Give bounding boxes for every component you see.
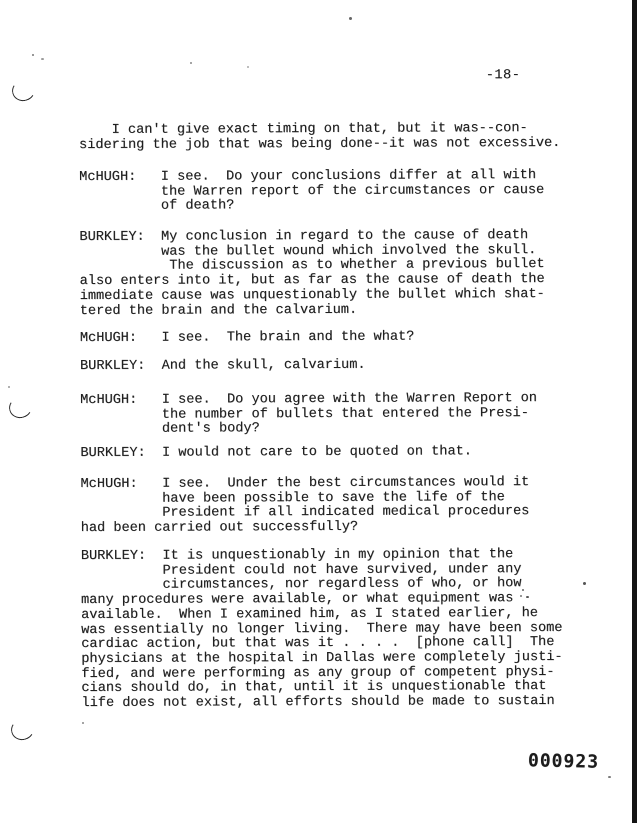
document-number-stamp: 000923 <box>527 750 600 773</box>
dialogue-block-mchugh: McHUGH: I see. The brain and the what? <box>79 329 415 347</box>
dialogue-block-mchugh: McHUGH: I see. Do your conclusions differ at all with the Warren report of the circumstances or cause of death? <box>79 168 545 215</box>
dialogue-block-burkley: BURKLEY: It is unquestionably in my opinion that the President could not have survived, under any circumstances, nor regardless of who, or how many procedures were available, or what equipment was available. When I examined him, as I stated earlier, he was essentially no longer living. There may have been some cardiac action, but that was it . . . . [phone call] The physicians at the hospital in Dallas were completely justi- fied, and were performing as any group of competent physi- cians should do, in that, until it is unquestionable that life does not exist, all efforts should be made to sustain <box>80 547 563 712</box>
dialogue-block-burkley: BURKLEY: My conclusion in regard to the cause of death was the bullet wound which involved the skull. The discussion as to whether a previous bullet also enters into it, but as far as the cause of death the immediate cause was unquestionably the bullet which shat- tered the brain and the calvarium. <box>79 228 545 319</box>
dialogue-block-burkley: BURKLEY: I would not care to be quoted on that. <box>80 444 472 462</box>
dialogue-block-mchugh: McHUGH: I see. Do you agree with the Warren Report on the number of bullets that entered the Presi- dent's body? <box>80 391 537 438</box>
page-number: -18- <box>485 68 521 84</box>
dialogue-block-mchugh: McHUGH: I see. Under the best circumstances would it have been possible to save the life of the President if all indicated medical procedures had been carried out successfully? <box>80 475 530 537</box>
dialogue-block-burkley: BURKLEY: And the skull, calvarium. <box>79 357 366 375</box>
intro-paragraph: I can't give exact timing on that, but it was--con- sidering the job that was being done--it was not excessive. <box>78 121 561 153</box>
